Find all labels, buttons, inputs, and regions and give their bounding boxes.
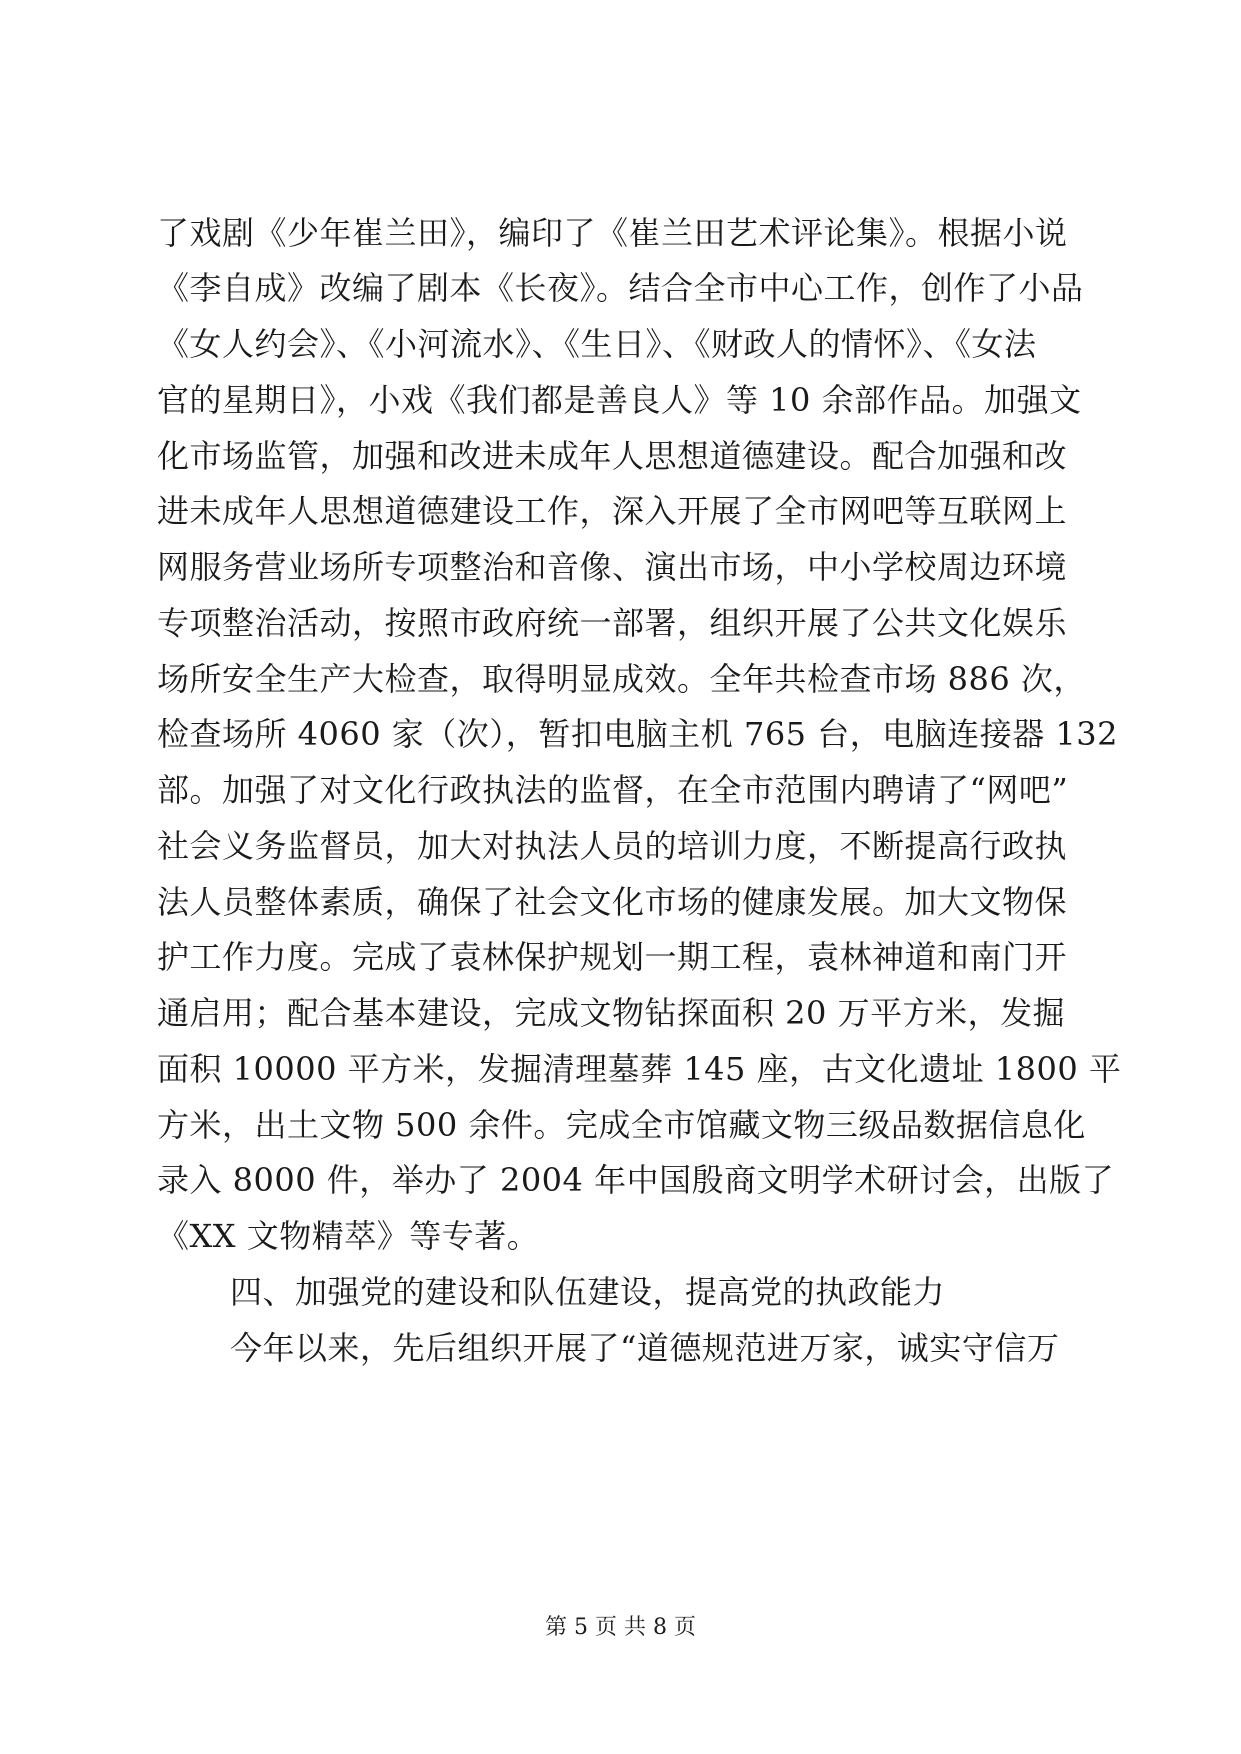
body-text-line: 进未成年人思想道德建设工作，深入开展了全市网吧等互联网上 [157, 492, 1068, 530]
body-text-line: 《XX 文物精萃》等专著。 [157, 1217, 540, 1255]
body-text-line: 面积 10000 平方米，发掘清理墓葬 145 座，古文化遗址 1800 平 [157, 1050, 1122, 1088]
section-heading: 四、加强党的建设和队伍建设，提高党的执政能力 [230, 1273, 946, 1311]
body-text-line: 部。加强了对文化行政执法的监督，在全市范围内聘请了“网吧” [157, 771, 1069, 809]
body-text-line: 今年以来，先后组织开展了“道德规范进万家，诚实守信万 [230, 1329, 1060, 1367]
body-text-line: 场所安全生产大检查，取得明显成效。全年共检查市场 886 次， [157, 660, 1086, 698]
body-text-line: 通启用；配合基本建设，完成文物钻探面积 20 万平方米，发掘 [157, 994, 1066, 1032]
page-number-footer: 第 5 页 共 8 页 [545, 1615, 696, 1640]
body-text-line: 社会义务监督员，加大对执法人员的培训力度，不断提高行政执 [157, 827, 1068, 865]
body-text-line: 方米，出土文物 500 余件。完成全市馆藏文物三级品数据信息化 [157, 1106, 1086, 1144]
body-text-line: 《女人约会》、《小河流水》、《生日》、《财政人的情怀》、《女法 [157, 325, 1037, 363]
body-text-line: 化市场监管，加强和改进未成年人思想道德建设。配合加强和改 [157, 437, 1068, 475]
body-text-line: 官的星期日》，小戏《我们都是善良人》等 10 余部作品。加强文 [157, 381, 1082, 419]
body-text-line: 护工作力度。完成了袁林保护规划一期工程，袁林神道和南门开 [157, 938, 1068, 976]
body-text-line: 检查场所 4060 家（次），暂扣电脑主机 765 台，电脑连接器 132 [157, 715, 1118, 753]
body-text-line: 法人员整体素质，确保了社会文化市场的健康发展。加大文物保 [157, 883, 1068, 921]
body-text-line: 专项整治活动，按照市政府统一部署，组织开展了公共文化娱乐 [157, 604, 1068, 642]
body-text-line: 录入 8000 件，举办了 2004 年中国殷商文明学术研讨会，出版了 [157, 1161, 1115, 1199]
body-text-line: 《李自成》改编了剧本《长夜》。结合全市中心工作，创作了小品 [157, 269, 1084, 307]
body-text-line: 网服务营业场所专项整治和音像、演出市场，中小学校周边环境 [157, 548, 1068, 586]
body-text-line: 了戏剧《少年崔兰田》，编印了《崔兰田艺术评论集》。根据小说 [157, 214, 1068, 252]
